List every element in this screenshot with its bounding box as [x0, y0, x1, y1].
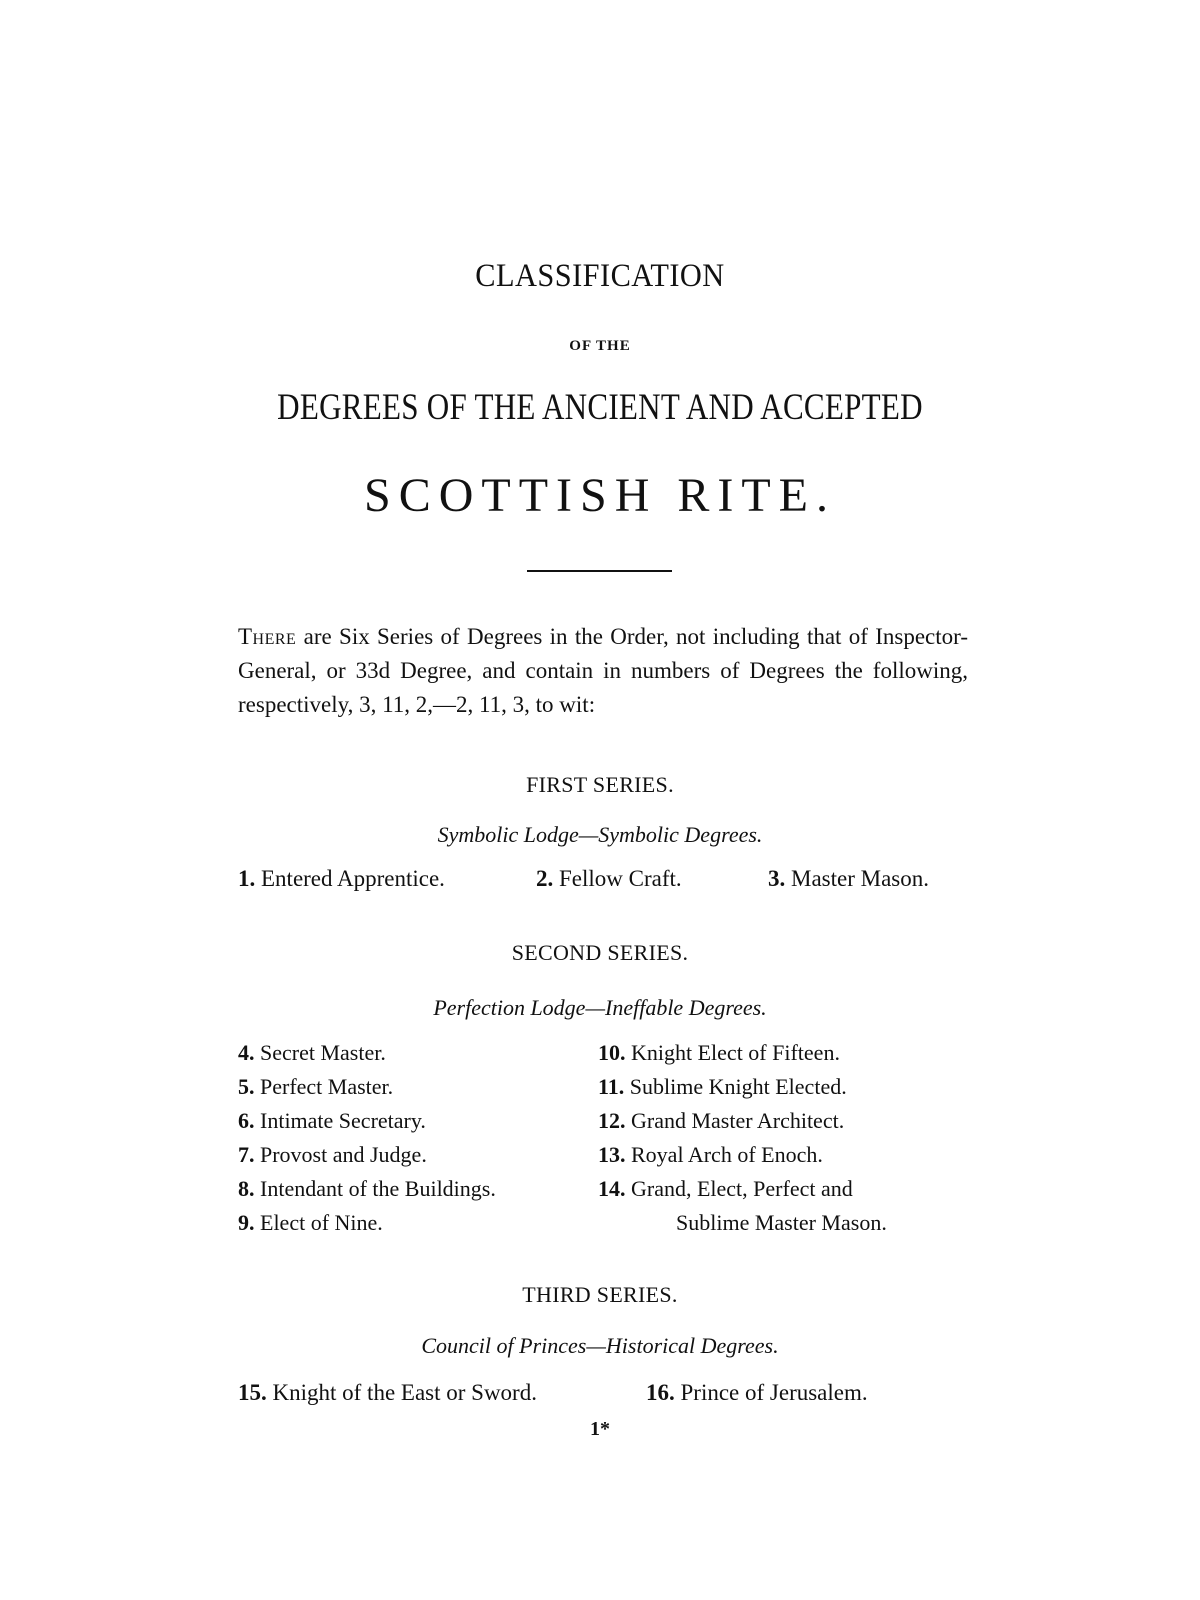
degree-number: 2. [536, 866, 554, 891]
degree-item [238, 1380, 537, 1406]
degree-number: 12. [598, 1108, 626, 1133]
degree-item [238, 1206, 496, 1240]
degree-number: 8. [238, 1176, 255, 1201]
degree-item [238, 1070, 496, 1104]
degree-label: Entered Apprentice. [261, 866, 445, 891]
page-number: 1* [590, 1418, 610, 1440]
degree-number: 3. [768, 866, 786, 891]
second-series-subtitle: Perfection Lodge—Ineffable Degrees. [433, 995, 767, 1020]
degree-label: Knight of the East or Sword. [272, 1380, 537, 1405]
degree-label: Royal Arch of Enoch. [631, 1142, 823, 1167]
degree-number: 7. [238, 1142, 255, 1167]
degree-label: Intimate Secretary. [260, 1108, 426, 1133]
degree-number: 15. [238, 1380, 267, 1405]
degree-label: Provost and Judge. [260, 1142, 427, 1167]
heading-of-the: OF THE [569, 338, 631, 354]
degree-number: 6. [238, 1108, 255, 1133]
degree-item [238, 1172, 496, 1206]
degree-label: Sublime Knight Elected. [629, 1074, 847, 1099]
intro-paragraph [238, 620, 968, 722]
degree-number: 11. [598, 1074, 625, 1099]
intro-text: are Six Series of Degrees in the Order, not including that of Inspector-General, or 33d Degree, and contain in numbers of Degrees the following, respectively, 3, 11, 2,—2, 11, 3, to wit: [238, 624, 968, 717]
second-series-title: SECOND SERIES. [511, 940, 689, 965]
degree-item [598, 1172, 887, 1206]
third-series-title: THIRD SERIES. [522, 1282, 678, 1307]
degree-item [598, 1036, 887, 1070]
first-series-subtitle: Symbolic Lodge—Symbolic Degrees. [437, 822, 763, 847]
degree-item [536, 866, 682, 892]
heading-degrees: DEGREES OF THE ANCIENT AND ACCEPTED [277, 387, 923, 428]
degree-label: Master Mason. [791, 866, 929, 891]
first-series-title: FIRST SERIES. [526, 772, 674, 797]
degree-item [646, 1380, 868, 1406]
intro-lead-word: There [238, 624, 297, 649]
degree-number: 14. [598, 1176, 626, 1201]
degree-label: Prince of Jerusalem. [680, 1380, 868, 1405]
degree-item [238, 1104, 496, 1138]
divider-rule [527, 570, 672, 572]
heading-scottish-rite: SCOTTISH RITE. [364, 469, 836, 522]
degree-item [768, 866, 929, 892]
degree-label: Intendant of the Buildings. [260, 1176, 496, 1201]
degree-label: Knight Elect of Fifteen. [631, 1040, 840, 1065]
degree-number: 1. [238, 866, 256, 891]
degree-label: Secret Master. [260, 1040, 386, 1065]
degree-item [598, 1104, 887, 1138]
third-series-subtitle: Council of Princes—Historical Degrees. [421, 1333, 779, 1358]
second-series-right-column [598, 1036, 887, 1240]
heading-classification: CLASSIFICATION [475, 258, 725, 294]
degree-label: Perfect Master. [260, 1074, 394, 1099]
degree-number: 5. [238, 1074, 255, 1099]
degree-number: 16. [646, 1380, 675, 1405]
degree-number: 10. [598, 1040, 626, 1065]
degree-item-continuation: Sublime Master Mason. [676, 1210, 887, 1235]
degree-item [598, 1070, 887, 1104]
second-series-left-column [238, 1036, 496, 1240]
degree-number: 13. [598, 1142, 626, 1167]
degree-item [238, 1138, 496, 1172]
degree-label: Grand, Elect, Perfect and [631, 1176, 853, 1201]
degree-number: 4. [238, 1040, 255, 1065]
degree-item [238, 1036, 496, 1070]
degree-label: Elect of Nine. [260, 1210, 383, 1235]
degree-item [598, 1138, 887, 1172]
degree-number: 9. [238, 1210, 255, 1235]
degree-label: Grand Master Architect. [631, 1108, 845, 1133]
degree-item [238, 866, 445, 892]
degree-label: Fellow Craft. [559, 866, 682, 891]
